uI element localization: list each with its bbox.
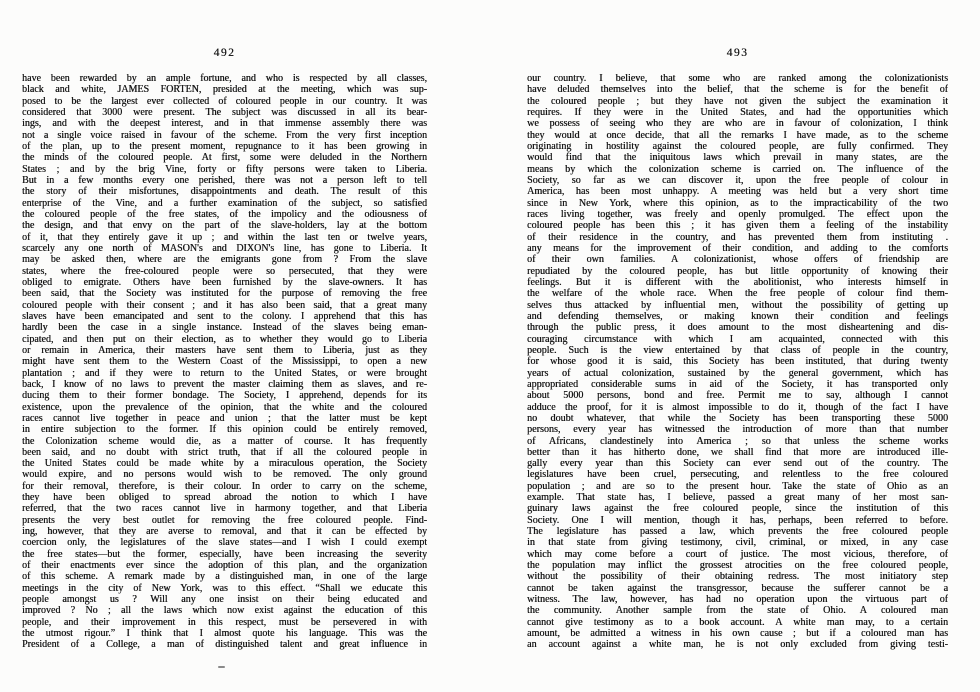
text-line: have been rewarded by an ample fortune, and who is respected by all classes, <box>22 73 427 84</box>
text-line: of this scheme. A remark made by a distinguished man, in one of the large <box>22 571 427 583</box>
text-line: feelings. But it is different with the abolitionist, who interests himself in <box>527 276 948 288</box>
text-line: for their removal, therefore, is their colour. In order to carry on the scheme, <box>22 480 427 492</box>
printers-mark <box>218 666 225 668</box>
text-line: enterprise of the Vine, and a further examination of the subject, so satisfied <box>22 197 427 209</box>
text-line: of Africans, clandestinely into America ; so that unless the scheme works <box>527 435 948 447</box>
text-line: Society, so far as we can discover it, upon the free people of colour in <box>527 174 948 186</box>
text-line: presents the very best outlet for removing the free coloured people. Find- <box>22 514 427 526</box>
text-line: and defending themselves, or making known their condition and feelings <box>527 310 948 322</box>
text-line: amount, be admitted a witness in his own cause ; but if a coloured man has <box>527 628 948 640</box>
text-line: coloured people with their consent ; and it has also been said, that a great many <box>22 299 427 311</box>
text-line: through the public press, it does amount to the most disheartening and dis- <box>527 322 948 334</box>
text-line: President of a College, a man of distinguished talent and great influence in <box>22 639 427 651</box>
text-line: our country. I believe, that some who are ranked among the colonizationists <box>527 73 948 84</box>
text-line: the design, and that envy on the part of the slave-holders, lay at the bottom <box>22 220 427 232</box>
text-line: cannot be taken against the transgressor, because the sufferer cannot be a <box>527 582 948 594</box>
text-line: guinary laws against the free coloured people, since the institution of this <box>527 503 948 515</box>
text-line: meetings in the city of New York, was to this effect. “Shall we educate this <box>22 582 427 594</box>
text-line: referred, that the two races cannot live in harmony together, and that Liberia <box>22 503 427 515</box>
text-line: races living together, was freely and openly promulged. The effect upon the <box>527 208 948 220</box>
text-line: people, and their improvement in this respect, must be persevered in with <box>22 616 427 628</box>
text-line: hardly been the case in a single instance. Instead of the slaves being eman- <box>22 322 427 334</box>
text-line: states, where the free-coloured people were so persecuted, that they were <box>22 265 427 277</box>
text-line: cannot give testimony as to a book account. A white man may, to a certain <box>527 616 948 628</box>
text-line: persons, every year has witnessed the introduction of more than that number <box>527 424 948 436</box>
text-line: requires. If they were in the United States, and had the opportunities which <box>527 106 948 118</box>
text-line: cipated, and then put on their election, as to whether they would go to Liberia <box>22 333 427 345</box>
text-line: the welfare of the whole race. When the free people of colour find them- <box>527 288 948 300</box>
text-line: the coloured people of the free states, of the impolicy and the odiousness of <box>22 208 427 220</box>
text-line: about 5000 persons, bond and free. Permit me to say, although I cannot <box>527 390 948 402</box>
text-line: legislatures have been cruel, persecuting, and relentless to the free coloured <box>527 469 948 481</box>
text-line: better than it has hitherto done, we shall find that more are introduced ille- <box>527 446 948 458</box>
text-line: witness. The law, however, has had no operation upon the virtuous part of <box>527 594 948 606</box>
text-line: any means for the improvement of their condition, and adding to the comforts <box>527 242 948 254</box>
text-line: the utmost rigour.” I think that I almost quote his language. This was the <box>22 628 427 640</box>
text-line: The legislature has passed a law, which prevents the free coloured people <box>527 526 948 538</box>
text-line: in entire subjection to the former. If this opinion could be entirely removed, <box>22 424 427 436</box>
text-line: of their residence in the country, and has prevented them from instituting . <box>527 231 948 243</box>
page-number-left: 492 <box>213 47 236 59</box>
text-line: of the plan, up to the present moment, repugnance to it has been growing in <box>22 140 427 152</box>
text-line: people. Such is the view entertained by that class of people in the country, <box>527 344 948 356</box>
text-line: obliged to emigrate. Others have been furnished by the slave-owners. It has <box>22 276 427 288</box>
text-line: been said, that the Society was instituted for the purpose of removing the free <box>22 288 427 300</box>
text-line: coercion only, the legislatures of the slave states—and I wish I could exempt <box>22 537 427 549</box>
text-line: gally every year than this Society can ever send out of the country. The <box>527 458 948 470</box>
text-line: the coloured people ; but they have not given the subject the examination it <box>527 95 948 107</box>
page-493 <box>527 46 948 651</box>
text-line: black and white, JAMES FORTEN, presided at the meeting, which was sup- <box>22 84 427 96</box>
text-line: the free states—but the former, especially, have been increasing the severity <box>22 548 427 560</box>
text-line: for whose good it is said, this Society has been instituted, that during twenty <box>527 356 948 368</box>
text-line: of it, that they entirely gave it up ; and within the last ten or twelve years, <box>22 231 427 243</box>
text-line: people amongst us ? Will any one insist on their being educated and <box>22 594 427 606</box>
text-line: ducing them to their former bondage. The Society, I apprehend, depends for its <box>22 390 427 402</box>
text-line: means by which the colonization scheme is carried on. The influence of the <box>527 163 948 175</box>
text-line: they would at once decide, that all the remarks I have made, as to the scheme <box>527 129 948 141</box>
text-line: appropriated considerable sums in aid of the Society, it has transported only <box>527 378 948 390</box>
text-line: repudiated by the coloured people, has but little opportunity of knowing their <box>527 265 948 277</box>
text-line: races cannot live together in peace and union ; that the latter must be kept <box>22 412 427 424</box>
page-number-right: 493 <box>726 47 749 59</box>
text-line: the Colonization scheme would die, as a matter of course. It has frequently <box>22 435 427 447</box>
text-line: America, has been most unhappy. A meeting was held but a very short time <box>527 186 948 198</box>
text-line: scarcely any one north of MASON's and DIXON's line, has gone to Liberia. It <box>22 242 427 254</box>
text-line: coloured people has been this ; it has given them a feeling of the instability <box>527 220 948 232</box>
text-line: been said, and no doubt with strict truth, that if all the coloured people in <box>22 446 427 458</box>
text-line: back, I know of no laws to prevent the master claiming them as slaves, and re- <box>22 378 427 390</box>
text-line: an account against a white man, he is not only excluded from giving testi- <box>527 639 948 651</box>
text-line: not a single voice raised in favour of the scheme. From the very first inception <box>22 129 427 141</box>
text-line: the story of their misfortunes, disappointments and death. The result of this <box>22 186 427 198</box>
text-line: ing, however, that they are averse to removal, and that it can be effected by <box>22 526 427 538</box>
text-line: Society. One I will mention, though it has, perhaps, been referred to before. <box>527 514 948 526</box>
text-line: since in New York, where this opinion, as to the impracticability of the two <box>527 197 948 209</box>
text-line: may be asked then, where are the emigrants gone from ? From the slave <box>22 254 427 266</box>
text-line: years of actual colonization, sustained by the general government, which has <box>527 367 948 379</box>
text-line: we possess of seeing who they are who are in favour of colonization, I think <box>527 118 948 130</box>
text-line: existence, upon the prevalence of the opinion, that the white and the coloured <box>22 401 427 413</box>
text-line: of their own families. A colonizationist, whose offers of friendship are <box>527 254 948 266</box>
text-line: slaves have been emancipated and sent to the colony. I apprehend that this has <box>22 310 427 322</box>
text-line: have deluded themselves into the belief, that the scheme is for the benefit of <box>527 84 948 96</box>
text-line: considered that 3000 were present. The subject was discussed in all its bear- <box>22 106 427 118</box>
text-line: the minds of the coloured people. At first, some were deluded in the Northern <box>22 152 427 164</box>
text-line: they have been obliged to spread abroad the notion to which I have <box>22 492 427 504</box>
text-line: the United States could be made white by a miraculous operation, the Society <box>22 458 427 470</box>
text-line: the community. Another sample from the state of Ohio. A coloured man <box>527 605 948 617</box>
text-line: ings, and with the deepest interest, and in that immense assembly there was <box>22 118 427 130</box>
text-line: would expire, and no persons would wish to be removed. The only ground <box>22 469 427 481</box>
text-line: might have sent them to the Western Coast of the Mississippi, to open a new <box>22 356 427 368</box>
page-492-text-block <box>22 73 427 651</box>
text-line: would find that the iniquitous laws which prevail in many states, are the <box>527 152 948 164</box>
text-line: plantation ; and if they were to return to the United States, or were brought <box>22 367 427 379</box>
text-line: the population may inflict the grossest atrocities on the free coloured people, <box>527 560 948 572</box>
text-line: or remain in America, their masters have sent them to Liberia, just as they <box>22 344 427 356</box>
text-line: population ; and are so to the present hour. Take the state of Ohio as an <box>527 480 948 492</box>
text-line: originating in hostility against the coloured people, are fully confirmed. They <box>527 140 948 152</box>
text-line: couraging circumstance with which I am acquainted, connected with this <box>527 333 948 345</box>
text-line: in that state from giving testimony, civil, criminal, or mixed, in any case <box>527 537 948 549</box>
text-line: which may come before a court of justice. The most vicious, therefore, of <box>527 548 948 560</box>
text-line: posed to be the largest ever collected of coloured people in our country. It was <box>22 95 427 107</box>
text-line: example. That state has, I believe, passed a great many of her most san- <box>527 492 948 504</box>
text-line: selves thus attacked by influential men, without the possibility of getting up <box>527 299 948 311</box>
page-493-text-block <box>527 73 948 651</box>
page-492 <box>22 46 427 651</box>
text-line: adduce the proof, for it is almost impossible to do it, though of the fact I have <box>527 401 948 413</box>
text-line: no doubt whatever, that while the Society has been transporting these 5000 <box>527 412 948 424</box>
text-line: States ; and by the brig Vine, forty or fifty persons were taken to Liberia. <box>22 163 427 175</box>
text-line: without the possibility of their obtaining redress. The most initiatory step <box>527 571 948 583</box>
text-line: But in a few months every one perished, there was not a person left to tell <box>22 174 427 186</box>
text-line: improved ? No ; all the laws which now exist against the education of this <box>22 605 427 617</box>
text-line: of their enactments ever since the adoption of this plan, and the organization <box>22 560 427 572</box>
